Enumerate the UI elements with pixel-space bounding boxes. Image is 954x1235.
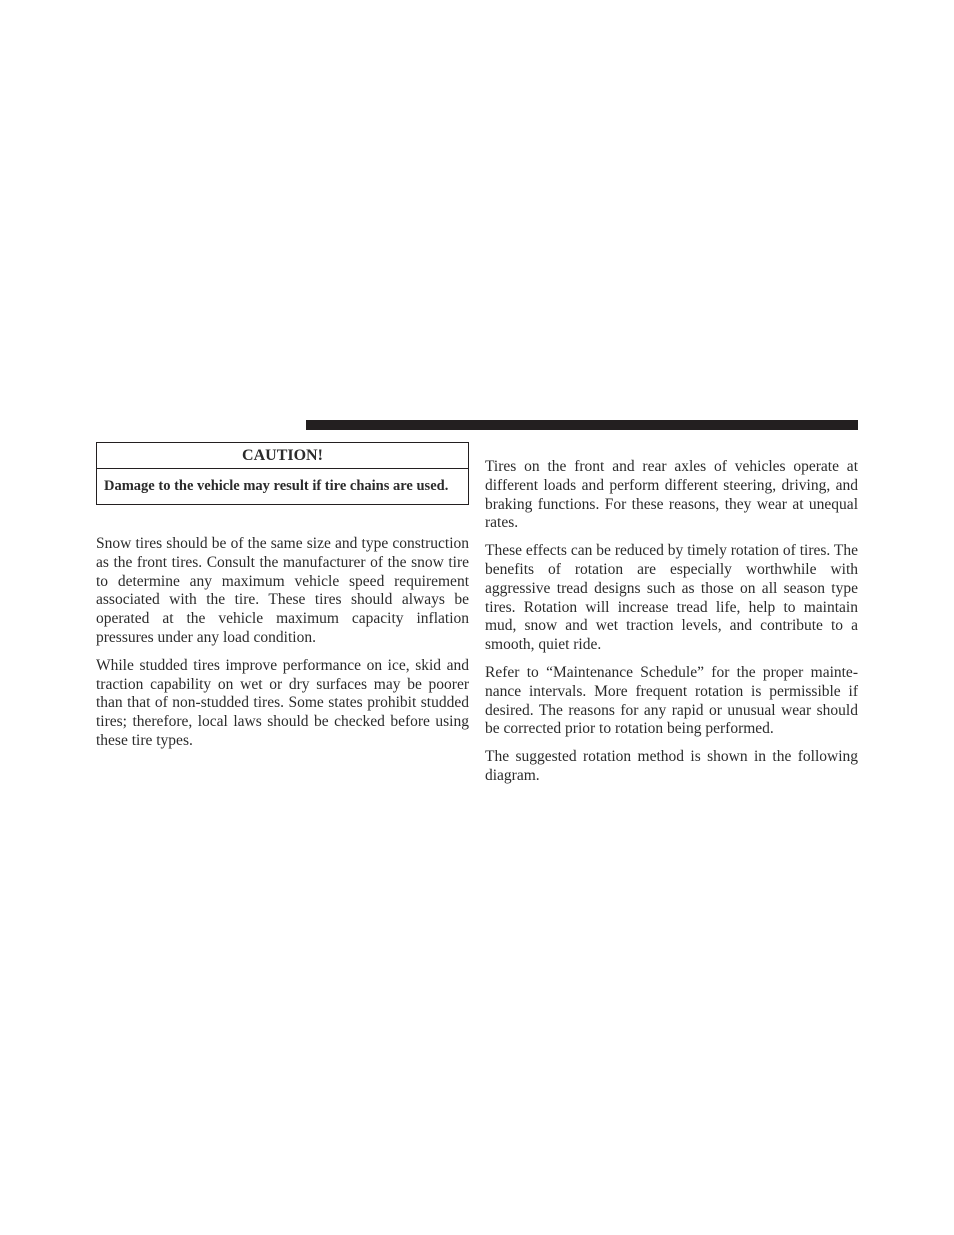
axle-wear-paragraph: Tires on the front and rear axles of vehicles operate at different loads and perform different steering, driving, and braking functions. For these reasons, they wear at unequal rates. [485,458,858,532]
right-column [485,458,858,795]
rotation-method-paragraph: The suggested rotation method is shown in the following diagram. [485,748,858,784]
caution-text: Damage to the vehicle may result if tire chains are used. [104,478,449,494]
studded-tires-paragraph: While studded tires improve performance on ice, skid and traction capability on wet or dry surfaces may be poorer than that of non-studded tires. Some states prohibit studded tires; therefore, local laws should be checked before using these tire types. [96,656,469,749]
rotation-benefits-paragraph: These effects can be reduced by timely rotation of tires. The benefits of rotation are especially worthwhile with aggressive tread designs such as those on all season type tires. Rotation will increase tread life, help to maintain mud, snow and wet traction levels, and contribute to a smooth, quiet ride. [485,542,858,654]
snow-tires-paragraph: Snow tires should be of the same size and type construction as the front tires. Consult the manufacturer of the snow tire to determine any maximum vehicle speed requirement associated with the tire. These tires should always be operated at the vehicle maximum capacity inflation pressures under any load condition. [96,535,469,646]
caution-title: CAUTION! [97,443,468,469]
maintenance-schedule-paragraph: Refer to “Maintenance Schedule” for the proper maintenance intervals. More frequent rotation is permissible if desired. The reasons for any rapid or unusual wear should be corrected prior to rotation being performed. [485,663,858,738]
left-column [96,442,469,760]
caution-box [96,442,469,505]
section-header-bar [306,420,858,430]
